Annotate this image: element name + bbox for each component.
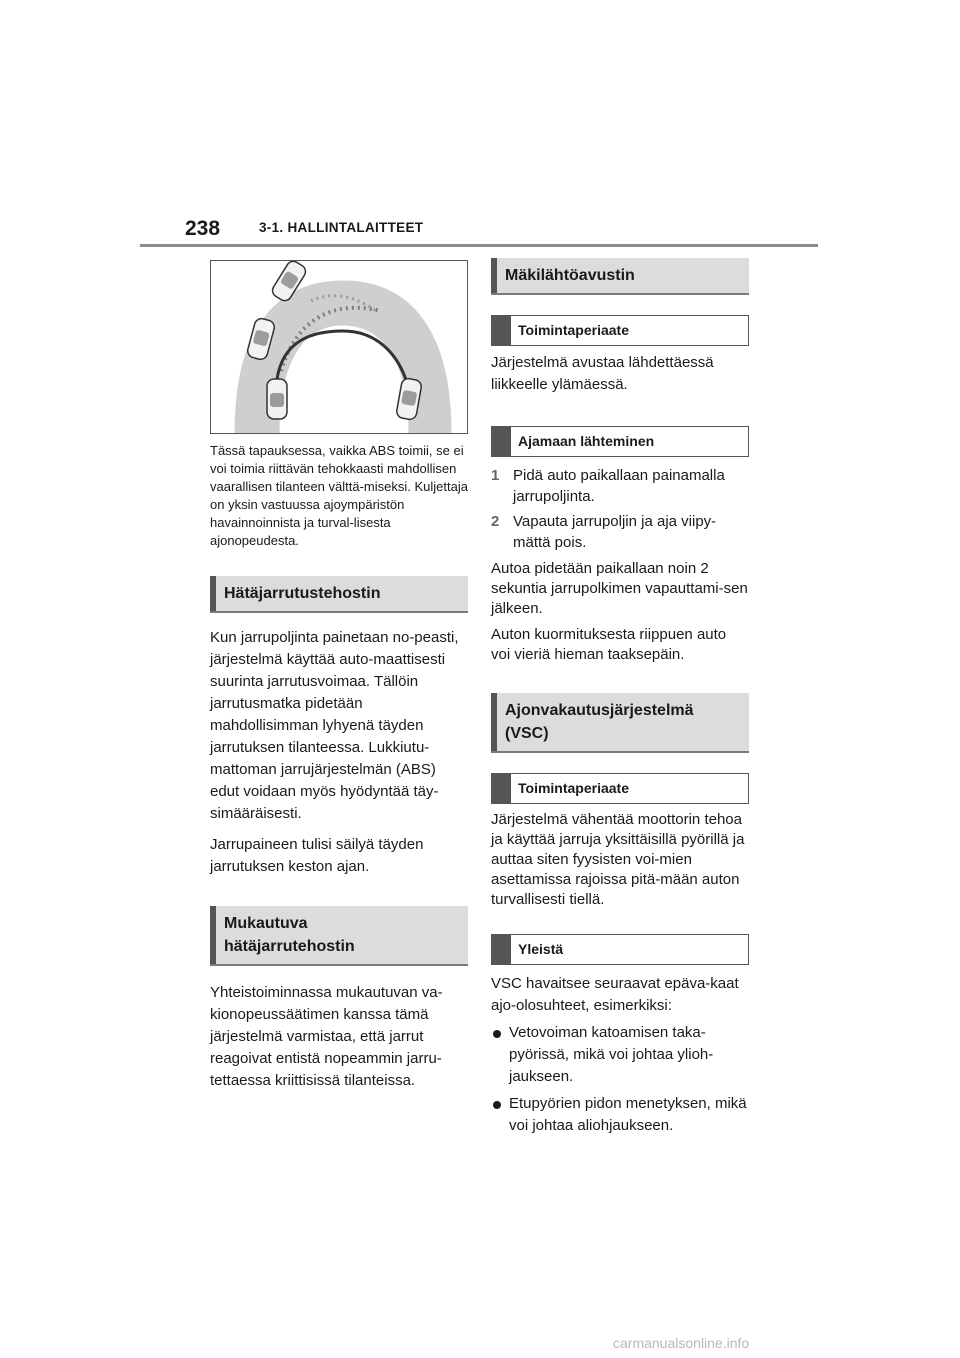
section-title-line2: (VSC) bbox=[505, 725, 549, 742]
subsection-header-driving-off bbox=[491, 426, 749, 457]
bullet-dot-icon bbox=[493, 1101, 501, 1109]
section-title-line1: Mukautuva bbox=[224, 915, 308, 932]
step-text: Pidä auto paikallaan painamalla jarrupoljinta. bbox=[513, 467, 725, 505]
subsection-title: Toimintaperiaate bbox=[518, 780, 629, 796]
page-header bbox=[140, 0, 820, 246]
step-text: Vapauta jarrupoljin ja aja viipy-mättä pois. bbox=[513, 513, 717, 551]
bullet-understeer bbox=[491, 1093, 749, 1137]
car-bottom-left bbox=[267, 379, 287, 419]
bullet-oversteer bbox=[491, 1022, 749, 1088]
section-title-line2: hätäjarrutehostin bbox=[224, 938, 355, 955]
subsection-title: Toimintaperiaate bbox=[518, 322, 629, 338]
paragraph-brake-pressure: Jarrupaineen tulisi säilyä täyden jarrutuksen keston ajan. bbox=[210, 836, 424, 875]
section-header-emergency-brake-assist bbox=[210, 576, 468, 613]
bullet-dot-icon bbox=[493, 1030, 501, 1038]
subsection-title: Yleistä bbox=[518, 941, 564, 957]
page-number: 238 bbox=[185, 217, 221, 240]
subsection-header-principle bbox=[491, 315, 749, 346]
figure-caption: Tässä tapauksessa, vaikka ABS toimii, se ei voi toimia riittävän tehokkaasti mahdollisen vaarallisen tilanteen välttä-miseksi. Kuljettaja on yksin vastuussa ajoympäristön havainnoinnista ja turval-lisesta ajonopeudesta. bbox=[210, 443, 468, 548]
header-divider bbox=[140, 244, 818, 247]
section-title: Hätäjarrutustehostin bbox=[224, 585, 381, 602]
paragraph-adaptive-cruise: Yhteistoiminnassa mukautuvan va-kionopeussäätimen kanssa tämä järjestelmä varmistaa, että jarrut reagoivat entistä nopeammin jarru-tettaessa kriittisissä tilanteissa. bbox=[210, 984, 443, 1089]
paragraph-brake-assist: Kun jarrupoljinta painetaan no-peasti, järjestelmä käyttää auto-maattisesti suurinta jarrutusvoimaa. Tällöin jarrutusmatka pidetään mahdollisimman lyhyenä täyden jarrutuksen tilanteessa. Lukkiutu-mattoman jarrujärjestelmän (ABS) edut voidaan myös hyödyntää täy-simääräisesti. bbox=[210, 629, 459, 822]
section-title: Mäkilähtöavustin bbox=[505, 267, 635, 284]
section-header-vsc bbox=[491, 693, 749, 753]
subsection-header-general bbox=[491, 934, 749, 965]
paragraph-hill-assist: Järjestelmä avustaa lähdettäessä liikkeelle ylämäessä. bbox=[491, 354, 714, 393]
paragraph-vsc-general: VSC havaitsee seuraavat epäva-kaat ajo-olosuhteet, esimerkiksi: bbox=[491, 975, 739, 1014]
step-1 bbox=[491, 465, 749, 507]
section-header-hill-start-assist bbox=[491, 258, 749, 295]
paragraph-hold-time: Autoa pidetään paikallaan noin 2 sekuntia jarrupolkimen vapauttami-sen jälkeen. bbox=[491, 560, 748, 617]
step-number: 2 bbox=[491, 513, 500, 530]
right-column bbox=[491, 258, 749, 1137]
paragraph-vsc-principle: Järjestelmä vähentää moottorin tehoa ja käyttää jarruja yksittäisillä pyörillä ja auttaa siten fyysisten voi-mien asettamissa rajoissa pitä-mään auton turvallisesti tiellä. bbox=[491, 811, 745, 908]
section-title-line1: Ajonvakautusjärjestelmä bbox=[505, 702, 694, 719]
road-curve-illustration bbox=[211, 261, 467, 433]
section-header-adaptive-brake-assist bbox=[210, 906, 468, 966]
step-number: 1 bbox=[491, 467, 500, 484]
bullet-text: Vetovoiman katoamisen taka-pyörissä, mikä voi johtaa ylioh-jaukseen. bbox=[509, 1024, 714, 1085]
subsection-header-vsc-principle bbox=[491, 773, 749, 804]
subsection-title: Ajamaan lähteminen bbox=[518, 433, 655, 449]
watermark: carmanualsonline.info bbox=[613, 1335, 750, 1351]
chapter-title: 3-1. HALLINTALAITTEET bbox=[259, 220, 424, 235]
step-2 bbox=[491, 511, 749, 553]
left-column bbox=[210, 260, 468, 1092]
cornering-illustration bbox=[210, 260, 468, 434]
bullet-text: Etupyörien pidon menetyksen, mikä voi johtaa aliohjaukseen. bbox=[509, 1095, 747, 1134]
paragraph-roll-back: Auton kuormituksesta riippuen auto voi vieriä hieman taaksepäin. bbox=[491, 626, 727, 663]
